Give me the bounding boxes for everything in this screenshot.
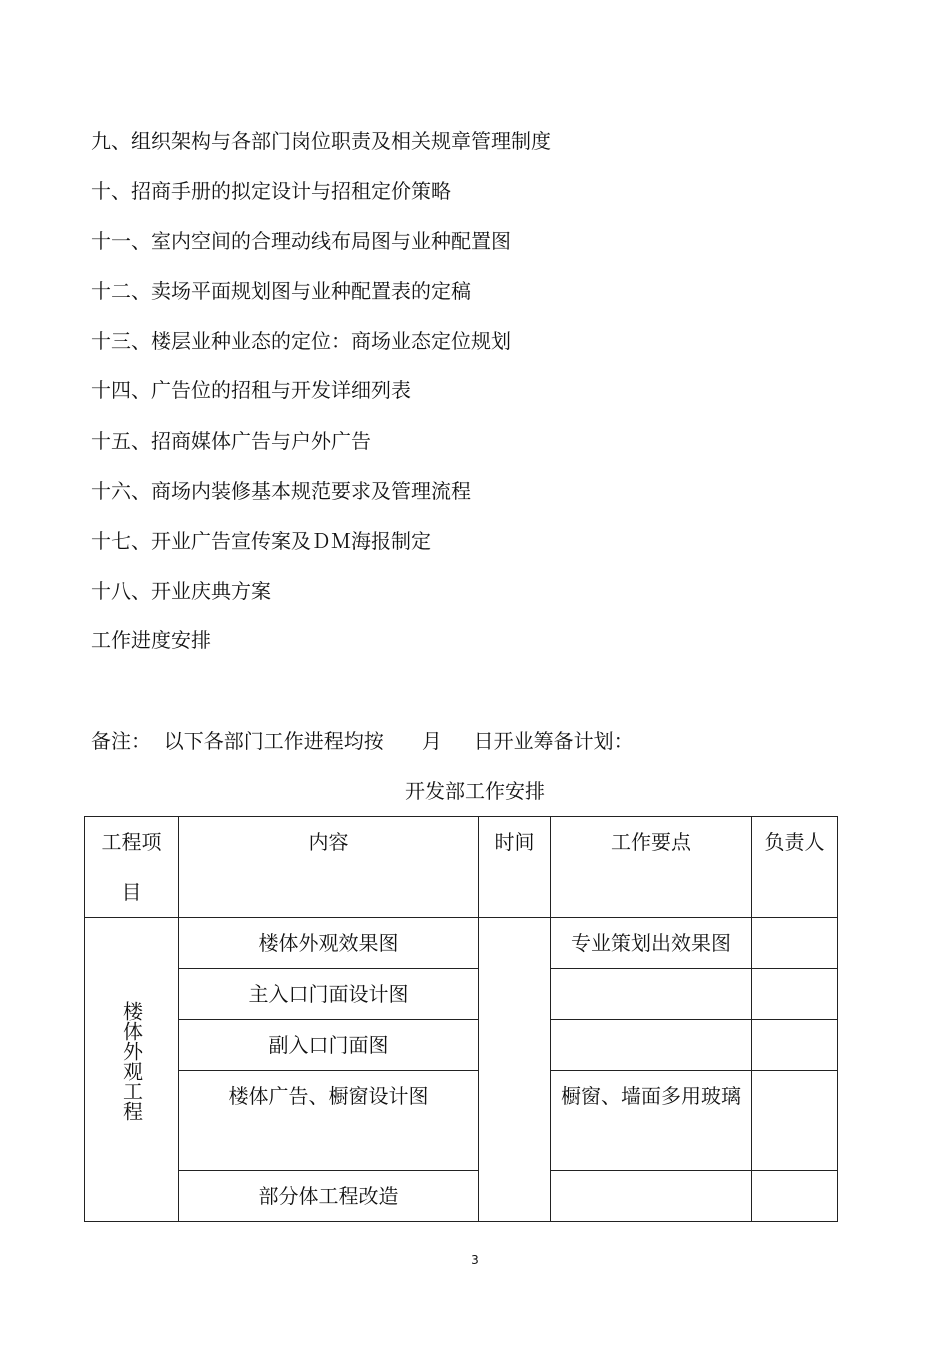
cell-content: 副入口门面图 — [179, 1020, 479, 1071]
header-project-label: 工程项目 — [101, 830, 162, 904]
outline-item: 十五、招商媒体广告与户外广告 — [91, 429, 371, 453]
outline-item: 十七、开业广告宣传案及ＤＭ海报制定 — [91, 529, 431, 553]
table-row — [85, 969, 838, 1020]
header-project — [85, 817, 179, 918]
outline-item: 十二、卖场平面规划图与业种配置表的定稿 — [91, 279, 471, 303]
outline-item: 十八、开业庆典方案 — [91, 579, 271, 603]
schedule-note: 备注： 以下各部门工作进程均按 月 日开业筹备计划： — [91, 729, 634, 753]
cell-key-points — [551, 1171, 752, 1222]
outline-item: 十四、广告位的招租与开发详细列表 — [91, 378, 411, 402]
cell-owner — [752, 1020, 838, 1071]
cell-owner — [752, 918, 838, 969]
outline-item: 十六、商场内装修基本规范要求及管理流程 — [91, 479, 471, 503]
project-group-cell — [85, 918, 179, 1222]
section-heading: 工作进度安排 — [91, 628, 211, 652]
cell-key-points — [551, 1071, 752, 1171]
outline-item: 十三、楼层业种业态的定位：商场业态定位规划 — [91, 329, 511, 353]
page-number: 3 — [471, 1253, 479, 1267]
cell-time — [479, 918, 551, 1222]
table-row — [85, 1071, 838, 1171]
project-group-label: 楼体外观工程 — [119, 1000, 144, 1121]
cell-content: 楼体外观效果图 — [179, 918, 479, 969]
table-header-row — [85, 817, 838, 918]
header-time: 时间 — [479, 817, 551, 918]
work-plan-table — [84, 816, 838, 1222]
table-row — [85, 918, 838, 969]
cell-content: 部分体工程改造 — [179, 1171, 479, 1222]
cell-content: 主入口门面设计图 — [179, 969, 479, 1020]
outline-item: 十一、室内空间的合理动线布局图与业种配置图 — [91, 229, 511, 253]
cell-key-points — [551, 969, 752, 1020]
cell-owner — [752, 969, 838, 1020]
header-content: 内容 — [179, 817, 479, 918]
cell-key-points-text: 橱窗、墙面多用玻璃 — [561, 1084, 741, 1108]
header-owner: 负责人 — [752, 817, 838, 918]
table-row — [85, 1171, 838, 1222]
cell-key-points: 专业策划出效果图 — [551, 918, 752, 969]
table-row — [85, 1020, 838, 1071]
header-key-points: 工作要点 — [551, 817, 752, 918]
outline-item: 十、招商手册的拟定设计与招租定价策略 — [91, 179, 451, 203]
cell-key-points — [551, 1020, 752, 1071]
cell-owner — [752, 1171, 838, 1222]
cell-content: 楼体广告、橱窗设计图 — [179, 1071, 479, 1171]
outline-item: 九、组织架构与各部门岗位职责及相关规章管理制度 — [91, 129, 551, 153]
cell-owner — [752, 1071, 838, 1171]
table-title: 开发部工作安排 — [405, 779, 545, 803]
